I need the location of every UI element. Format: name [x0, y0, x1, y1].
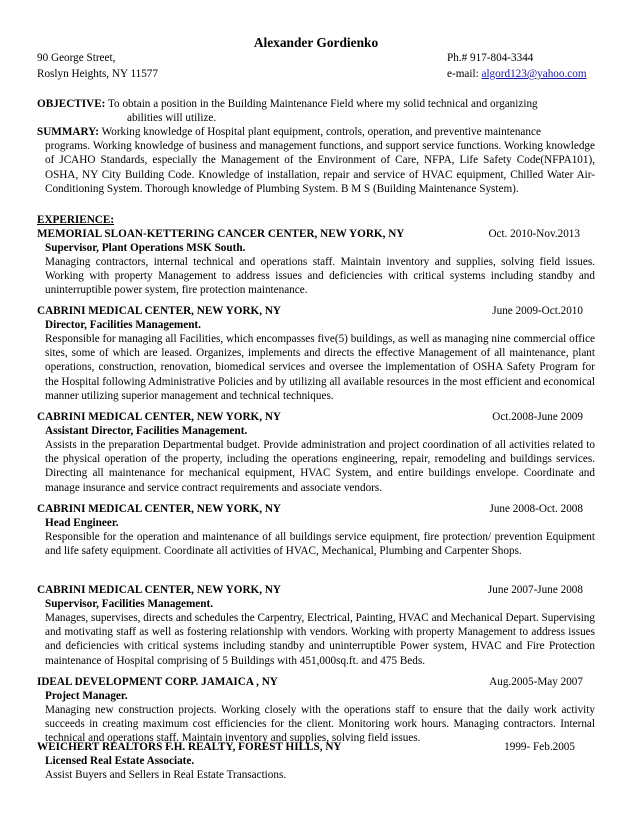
experience-heading: EXPERIENCE: [37, 214, 115, 226]
city-address: Roslyn Heights, NY 11577 [37, 68, 158, 80]
job-dates: June 2007-June 2008 [487, 584, 583, 596]
job-header [37, 410, 595, 424]
summary-text-first: Working knowledge of Hospital plant equipment, controls, operation, and preventive maintenance [101, 126, 541, 138]
summary-section [37, 125, 595, 196]
email-line [447, 68, 587, 80]
summary-label: SUMMARY: [37, 126, 99, 138]
objective-text-2: abilities will utilize. [127, 112, 217, 125]
job-role: Licensed Real Estate Associate. [45, 755, 195, 767]
job-employer: CABRINI MEDICAL CENTER, NEW YORK, NY [37, 411, 281, 423]
objective-label: OBJECTIVE: [37, 98, 106, 110]
job-dates: 1999- Feb.2005 [504, 741, 575, 753]
job-dates: June 2009-Oct.2010 [492, 305, 583, 317]
candidate-name: Alexander Gordienko [253, 35, 379, 50]
job-dates: June 2008-Oct. 2008 [489, 503, 583, 515]
job-employer: MEMORIAL SLOAN-KETTERING CANCER CENTER, NEW YORK, NY [37, 228, 405, 240]
email-link[interactable]: algord123@yahoo.com [481, 68, 587, 80]
job-header [37, 583, 595, 597]
job-role: Head Engineer. [45, 517, 119, 529]
job-body [37, 241, 595, 298]
job-description: Responsible for the operation and maintenance of all buildings service equipment, fire protection/ prevention Equipment and life safety equipment. Coordinate all activities of HVAC, Mechanical, Plumbing and Carpenter Shops. [45, 531, 595, 558]
job-description: Manages, supervises, directs and schedules the Carpentry, Electrical, Painting, HVAC and Mechanical Depart. Supervising and motivating staff as well as fostering relationship with vendors. Working with property Management to address issues and deficiencies with critical systems including standby and uninterruptible Power system, HVAC and Fire Protection maintenance of Hospital comprising of 5 Buildings with 451,000sq.ft. and 475 Beds. [45, 612, 595, 667]
street-address: 90 George Street, [37, 52, 116, 64]
job-body [37, 597, 595, 668]
job-description: Assists in the preparation Departmental budget. Provide administration and project coordination of all activities related to the physical operation of the property, including the operations engineering, repair, remodeling and buildings services. Directing all maintenance for mechanical equipment, HVAC System, and entire buildings envelope. Coordinate and manage insurance and service contract requirements and associate vendors. [45, 439, 595, 494]
job-description: Assist Buyers and Sellers in Real Estate Transactions. [45, 769, 287, 781]
job-description: Managing new construction projects. Working closely with the operations staff to ensure that the daily work activity succeeds in creating maximum cost efficiencies for the client. Monitoring work hours. Managing contractors. Internal technical and operations staff. Maintain inventory and supplies, solving field issues. [45, 704, 595, 745]
objective-text-1: To obtain a position in the Building Maintenance Field where my solid technical and organizing [108, 98, 538, 110]
job-dates: Oct.2008-June 2009 [492, 411, 583, 423]
job-role: Assistant Director, Facilities Management. [45, 425, 248, 437]
job-role: Project Manager. [45, 690, 128, 702]
job-description: Managing contractors, internal technical and operations staff. Maintain inventory and supplies, solving field issues. Working with property Management to address issues and deficiencies with critical systems including standby and uninterruptible power system, fire protection maintenance. [45, 256, 595, 297]
job-header [37, 304, 595, 318]
objective-section [37, 97, 595, 125]
job-employer: IDEAL DEVELOPMENT CORP. JAMAICA , NY [37, 676, 278, 688]
summary-line-1 [37, 125, 595, 139]
job-employer: CABRINI MEDICAL CENTER, NEW YORK, NY [37, 305, 281, 317]
job-header [37, 502, 595, 516]
phone-number: Ph.# 917-804-3344 [447, 52, 534, 64]
job-body [37, 516, 595, 558]
job-body [37, 689, 595, 746]
job-employer: CABRINI MEDICAL CENTER, NEW YORK, NY [37, 503, 281, 515]
job-role: Supervisor, Facilities Management. [45, 598, 214, 610]
job-employer: CABRINI MEDICAL CENTER, NEW YORK, NY [37, 584, 281, 596]
job-employer: WEICHERT REALTORS F.H. REALTY, FOREST HILLS, NY [37, 741, 342, 753]
job-description: Responsible for managing all Facilities, which encompasses five(5) buildings, as well as managing nine commercial office sites, some of which are leased. Organizes, implements and directs the effective Management of all maintenance, plant operations, construction, renovation, biomedical services and oversee the implementation of OSHA Safety Program for the Hospital following Administrative Policies and by utilizing all available resources in the most efficient and economical manner utilizing superior management and technical techniques. [45, 333, 595, 402]
job-body [37, 424, 595, 495]
job-header [37, 740, 595, 754]
job-dates: Aug.2005-May 2007 [489, 676, 583, 688]
job-body [37, 754, 595, 782]
job-dates: Oct. 2010-Nov.2013 [488, 228, 580, 240]
summary-text-rest: programs. Working knowledge of business and management functions, and support service functions. Working knowledge of JCAHO Standards, especially the Management of the Environment of Care, NFPA, Life Safety Code(NFPA101), OSHA, NY City Building Code. Knowledge of installation, repair and service of HVAC equipment, Chilled Water Air-Conditioning System. Thorough knowledge of Plumbing System. B M S (Building Maintenance System). [45, 140, 595, 195]
objective-line-1 [37, 97, 595, 111]
job-role: Supervisor, Plant Operations MSK South. [45, 242, 246, 254]
email-label: e-mail: [447, 68, 479, 80]
job-header [37, 227, 595, 241]
job-header [37, 675, 595, 689]
job-role: Director, Facilities Management. [45, 319, 201, 331]
job-body [37, 318, 595, 403]
